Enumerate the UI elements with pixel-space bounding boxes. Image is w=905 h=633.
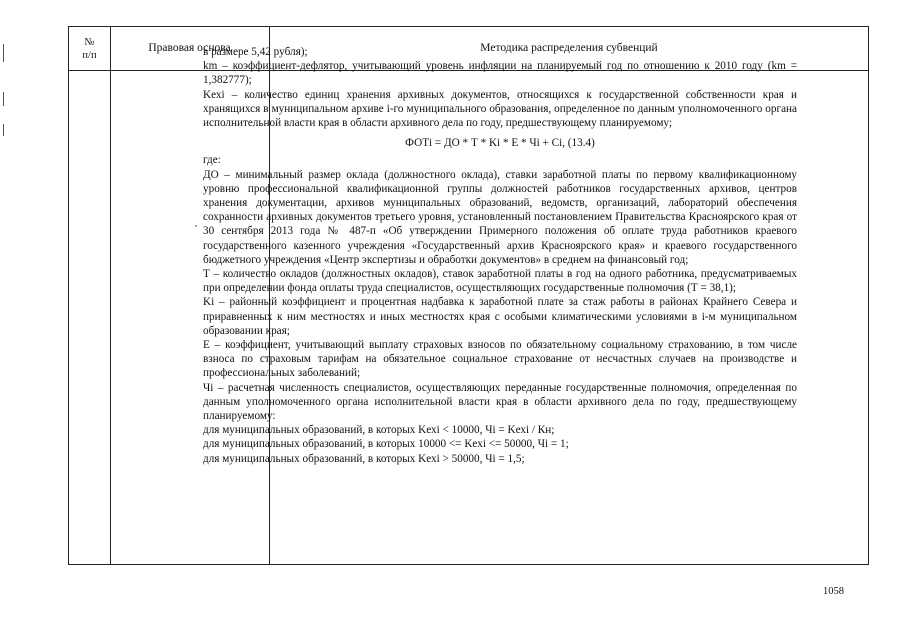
paragraph: где: <box>203 154 221 167</box>
paragraph: Е – коэффициент, учитывающий выплату страховых взносов по обязательному социальному страхованию, в том числе взноса по страховым тарифам на обязательное социальное страхование от несчастных случаев на производстве и профессиональных заболеваний; <box>203 339 797 380</box>
paragraph: km – коэффициент-дефлятор, учитывающий уровень инфляции на планируемый год по отношению к 2010 году (km = 1,382777); <box>203 60 797 87</box>
methodology-text <box>203 45 797 466</box>
paragraph: для муниципальных образований, в которых Kехi > 50000, Чi = 1,5; <box>203 452 525 465</box>
paragraph: Т – количество окладов (должностных окладов), ставок заработной платы в год на одного работника, предусматриваемых при определении фонда оплаты труда специалистов, осуществляющих государственные полномочия (Т = 38,1); <box>203 268 797 295</box>
column-divider <box>110 27 111 564</box>
paragraph: Ki – районный коэффициент и процентная надбавка к заработной плате за стаж работы в районах Крайнего Севера и приравненных к ним местностях и иных местностях края с особыми климатическими условиями в i-м муниципальном образовании края; <box>203 296 797 337</box>
scan-edge-marks <box>0 0 10 633</box>
formula: ФОТi = ДО * Т * Ki * Е * Чi + Ci, (13.4) <box>405 137 595 150</box>
scan-speck <box>195 225 197 227</box>
page-number: 1058 <box>823 586 844 597</box>
header-methodology: Методика распределения субвенций <box>480 42 658 54</box>
paragraph: для муниципальных образований, в которых Kехi < 10000, Чi = Kехi / Кн; <box>203 424 555 437</box>
paragraph: Kехi – количество единиц хранения архивных документов, относящихся к государственной собственности края и хранящихся в муниципальном архиве i-го муниципального образования, определенное по данным уполномоченного органа исполнительной власти края в области архивного дела по году, предшествующему планируемому; <box>203 88 797 130</box>
header-number-abbr: п/п <box>82 49 97 61</box>
header-legal-basis: Правовая основа <box>148 42 231 54</box>
paragraph: для муниципальных образований, в которых 10000 <= Kехi <= 50000, Чi = 1; <box>203 438 569 451</box>
header-number-symbol: № <box>84 36 95 48</box>
header-number <box>69 27 110 70</box>
paragraph: в размере 5,42 рубля); <box>203 46 308 58</box>
paragraph: ДО – минимальный размер оклада (должностного оклада), ставки заработной платы по первому квалификационному уровню профессиональной квалификационной группы должностей работников государственных архивов, центров хранения документации, архивов муниципальных образований, ведомств, организаций, лабораторий обеспечения сохранности архивных документов третьего уровня, установленный постановлением Правительства Красноярского края от 30 сентября 2013 года № 487-п «Об утверждении Примерного положения об оплате труда работников краевого государственного казенного учреждения «Государственный архив Красноярского края» и краевого государственного бюджетного учреждения «Центр экспертизы и обработки документов» в среднем на финансовый год; <box>203 168 797 266</box>
paragraph: Чi – расчетная численность специалистов, осуществляющих переданные государственные полномочия, определенная по данным уполномоченного органа исполнительной власти края в области архивного дела по году, предшествующему планируемому: <box>203 381 797 423</box>
